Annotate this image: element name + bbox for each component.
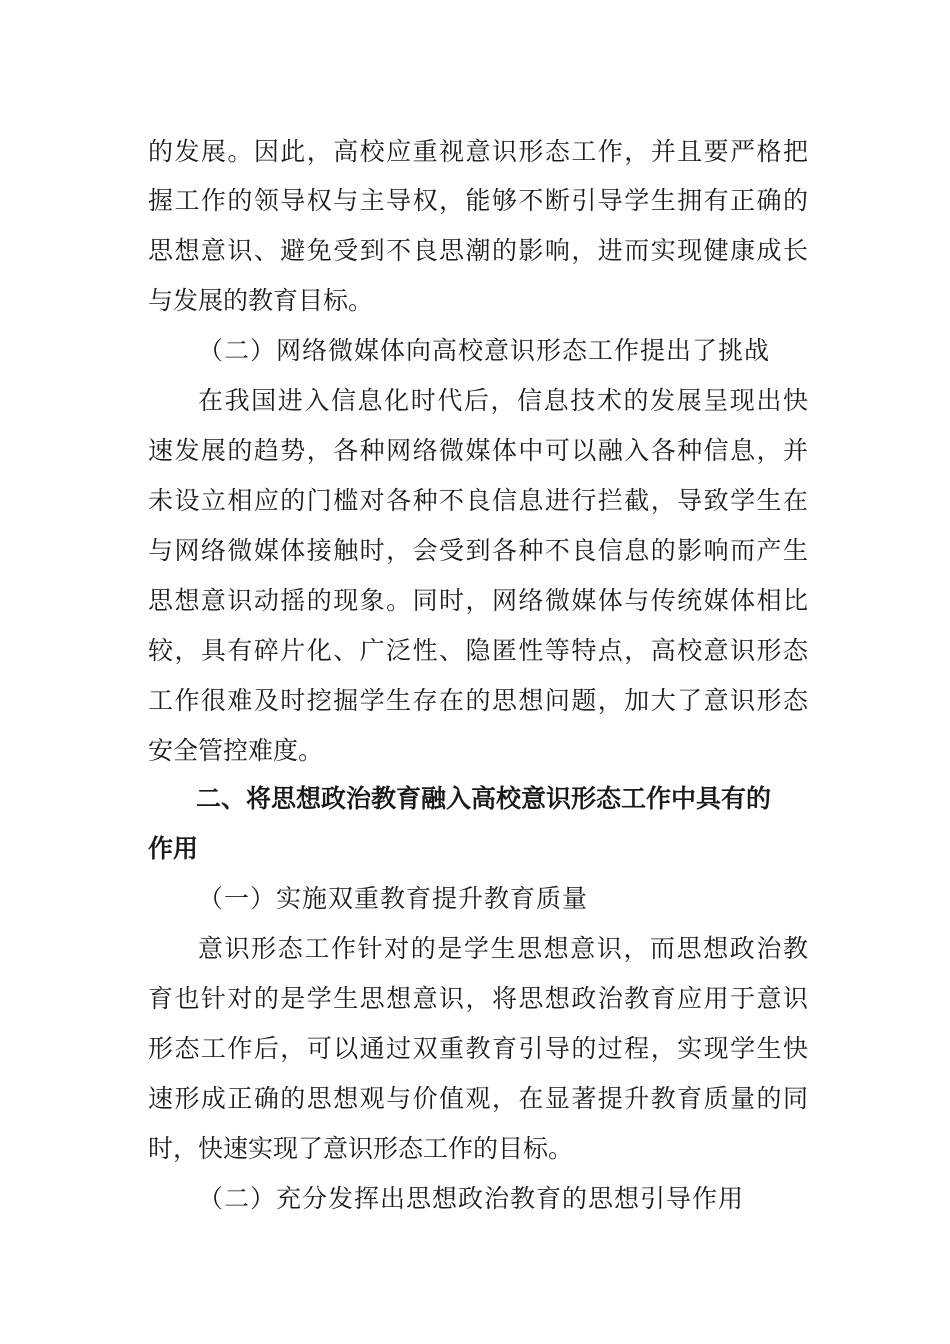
text-line: 握工作的领导权与主导权，能够不断引导学生拥有正确的: [148, 186, 808, 215]
text-line: 时，快速实现了意识形态工作的目标。: [148, 1134, 574, 1163]
text-line: 思想意识、避免受到不良思潮的影响，进而实现健康成长: [148, 236, 808, 265]
text-line: 速发展的趋势，各种网络微媒体中可以融入各种信息，并: [148, 436, 808, 465]
text-line: 的发展。因此，高校应重视意识形态工作，并且要严格把: [148, 137, 808, 166]
subsection-heading: （二）充分发挥出思想政治教育的思想引导作用: [198, 1184, 745, 1213]
text-line: 形态工作后，可以通过双重教育引导的过程，实现学生快: [148, 1034, 808, 1063]
text-line: 育也针对的是学生思想意识，将思想政治教育应用于意识: [148, 984, 808, 1013]
text-line: 在我国进入信息化时代后，信息技术的发展呈现出快: [198, 386, 808, 415]
text-line: 较，具有碎片化、广泛性、隐匿性等特点，高校意识形态: [148, 636, 808, 665]
text-line: 与发展的教育目标。: [148, 286, 374, 315]
section-heading-continued: 作用: [148, 834, 199, 863]
text-line: 安全管控难度。: [148, 736, 324, 765]
text-line: 速形成正确的思想观与价值观，在显著提升教育质量的同: [148, 1084, 808, 1113]
text-line: 与网络微媒体接触时，会受到各种不良信息的影响而产生: [148, 536, 808, 565]
text-line: 意识形态工作针对的是学生思想意识，而思想政治教: [198, 934, 808, 963]
subsection-heading: （二）网络微媒体向高校意识形态工作提出了挑战: [198, 336, 771, 365]
section-heading: 二、将思想政治教育融入高校意识形态工作中具有的: [196, 784, 772, 813]
subsection-heading: （一）实施双重教育提升教育质量: [198, 884, 589, 913]
text-line: 思想意识动摇的现象。同时，网络微媒体与传统媒体相比: [148, 586, 808, 615]
text-line: 未设立相应的门槛对各种不良信息进行拦截，导致学生在: [148, 486, 808, 515]
text-line: 工作很难及时挖掘学生存在的思想问题，加大了意识形态: [148, 686, 808, 715]
